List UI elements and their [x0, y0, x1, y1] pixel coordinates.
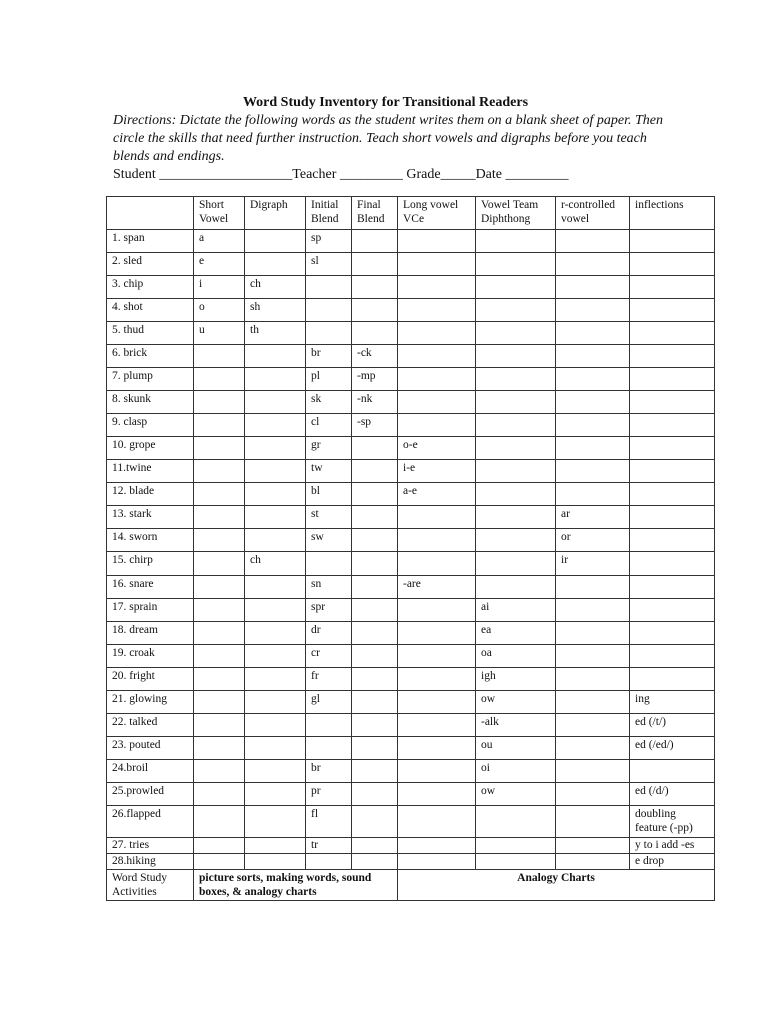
skill-cell [556, 668, 630, 691]
skill-cell [476, 391, 556, 414]
skill-cell [476, 576, 556, 599]
skill-cell [245, 529, 306, 552]
skill-cell [245, 668, 306, 691]
skill-cell [476, 529, 556, 552]
skill-cell [630, 668, 715, 691]
skill-cell: cr [306, 645, 352, 668]
skill-cell [476, 806, 556, 838]
column-header: inflections [630, 197, 715, 230]
skill-cell [398, 599, 476, 622]
skill-cell [398, 230, 476, 253]
skill-cell [556, 299, 630, 322]
skill-cell: gl [306, 691, 352, 714]
skill-cell: dr [306, 622, 352, 645]
skill-cell [630, 460, 715, 483]
table-row [107, 506, 715, 529]
skill-cell [194, 783, 245, 806]
word-cell: 15. chirp [107, 552, 194, 576]
word-cell: 12. blade [107, 483, 194, 506]
word-cell: 24.broil [107, 760, 194, 783]
skill-cell [194, 483, 245, 506]
skill-cell [398, 760, 476, 783]
directions-text: Directions: Dictate the following words as the student writes them on a blank sheet of paper. Then circle the skills that need further instruction. Teach short vowels and digraphs before you teach blends and endings. [113, 113, 663, 164]
skill-cell: ir [556, 552, 630, 576]
skill-cell [352, 437, 398, 460]
skill-cell [556, 391, 630, 414]
skill-cell: ed (/ed/) [630, 737, 715, 760]
skill-cell [245, 645, 306, 668]
skill-cell [476, 414, 556, 437]
skill-cell [194, 506, 245, 529]
skill-cell: sp [306, 230, 352, 253]
word-cell: 3. chip [107, 276, 194, 299]
skill-cell: sn [306, 576, 352, 599]
skill-cell [556, 368, 630, 391]
skill-cell [556, 483, 630, 506]
page-title: Word Study Inventory for Transitional Readers [242, 95, 529, 110]
table-row [107, 529, 715, 552]
word-cell: 9. clasp [107, 414, 194, 437]
word-cell: 4. shot [107, 299, 194, 322]
word-cell: 22. talked [107, 714, 194, 737]
skill-cell [556, 414, 630, 437]
skill-cell: doubling feature (-pp) [630, 806, 715, 838]
skill-cell [245, 622, 306, 645]
skill-cell [556, 806, 630, 838]
skill-cell: i [194, 276, 245, 299]
table-row [107, 414, 715, 437]
skill-cell [245, 253, 306, 276]
skill-cell [352, 253, 398, 276]
skill-cell [245, 483, 306, 506]
skill-cell [352, 230, 398, 253]
skill-cell: fl [306, 806, 352, 838]
word-cell: 25.prowled [107, 783, 194, 806]
skill-cell [476, 552, 556, 576]
skill-cell: ar [556, 506, 630, 529]
skill-cell [352, 806, 398, 838]
skill-cell [476, 506, 556, 529]
skill-cell [194, 391, 245, 414]
skill-cell: sh [245, 299, 306, 322]
activities-text: picture sorts, making words, sound boxes, & analogy charts [194, 870, 398, 901]
skill-cell [556, 437, 630, 460]
skill-cell [352, 714, 398, 737]
table-row [107, 391, 715, 414]
skill-cell [476, 276, 556, 299]
skill-cell [245, 230, 306, 253]
skill-cell [306, 714, 352, 737]
word-cell: 13. stark [107, 506, 194, 529]
skill-cell [398, 368, 476, 391]
table-row [107, 576, 715, 599]
skill-cell [306, 552, 352, 576]
word-cell: 19. croak [107, 645, 194, 668]
skill-cell: ou [476, 737, 556, 760]
skill-cell [194, 806, 245, 838]
skill-cell [306, 299, 352, 322]
skill-cell [194, 437, 245, 460]
skill-cell [352, 622, 398, 645]
skill-cell [352, 737, 398, 760]
column-header: Long vowel VCe [398, 197, 476, 230]
table-row [107, 760, 715, 783]
skill-cell [194, 838, 245, 854]
skill-cell [245, 806, 306, 838]
skill-cell [352, 322, 398, 345]
skill-cell [476, 838, 556, 854]
skill-cell: cl [306, 414, 352, 437]
skill-cell: -sp [352, 414, 398, 437]
skill-cell [630, 299, 715, 322]
skill-cell: -nk [352, 391, 398, 414]
table-row [107, 599, 715, 622]
skill-cell [556, 460, 630, 483]
skill-cell [194, 760, 245, 783]
skill-cell [398, 737, 476, 760]
skill-cell [398, 645, 476, 668]
skill-cell [194, 737, 245, 760]
skill-cell [194, 460, 245, 483]
skill-cell: sl [306, 253, 352, 276]
skill-cell [556, 622, 630, 645]
skill-cell [556, 253, 630, 276]
skill-cell: fr [306, 668, 352, 691]
skill-cell [630, 322, 715, 345]
skill-cell [352, 276, 398, 299]
skill-cell [476, 299, 556, 322]
skill-cell [352, 529, 398, 552]
word-cell: 20. fright [107, 668, 194, 691]
column-header: r-controlled vowel [556, 197, 630, 230]
skill-cell [398, 253, 476, 276]
skill-cell: a-e [398, 483, 476, 506]
skill-cell [194, 599, 245, 622]
skill-cell [398, 529, 476, 552]
skill-cell: o [194, 299, 245, 322]
skill-cell [245, 691, 306, 714]
skill-cell [398, 552, 476, 576]
skill-cell: br [306, 760, 352, 783]
skill-cell: gr [306, 437, 352, 460]
table-row [107, 345, 715, 368]
skill-cell [476, 437, 556, 460]
skill-cell: tr [306, 838, 352, 854]
skill-cell: tw [306, 460, 352, 483]
skill-cell [245, 345, 306, 368]
skill-cell [630, 506, 715, 529]
skill-cell [556, 783, 630, 806]
table-row [107, 322, 715, 345]
table-row [107, 368, 715, 391]
skill-cell [630, 276, 715, 299]
skill-cell [476, 253, 556, 276]
column-header: Short Vowel [194, 197, 245, 230]
skill-cell: ing [630, 691, 715, 714]
inventory-table [106, 196, 715, 901]
skill-cell [630, 368, 715, 391]
skill-cell: sk [306, 391, 352, 414]
skill-cell [630, 645, 715, 668]
skill-cell [194, 414, 245, 437]
skill-cell [352, 460, 398, 483]
table-row [107, 253, 715, 276]
skill-cell: ow [476, 691, 556, 714]
skill-cell [556, 322, 630, 345]
skill-cell: e drop [630, 854, 715, 870]
skill-cell [398, 299, 476, 322]
table-row [107, 276, 715, 299]
skill-cell [194, 622, 245, 645]
skill-cell [398, 276, 476, 299]
skill-cell: o-e [398, 437, 476, 460]
skill-cell [398, 414, 476, 437]
skill-cell [398, 783, 476, 806]
table-row [107, 806, 715, 838]
skill-cell: spr [306, 599, 352, 622]
skill-cell: ch [245, 552, 306, 576]
skill-cell [245, 854, 306, 870]
skill-cell [352, 483, 398, 506]
footer-label: Word Study Activities [107, 870, 194, 901]
word-cell: 10. grope [107, 437, 194, 460]
skill-cell: -ck [352, 345, 398, 368]
skill-cell [556, 854, 630, 870]
skill-cell: ea [476, 622, 556, 645]
skill-cell [476, 483, 556, 506]
skill-cell: -alk [476, 714, 556, 737]
skill-cell [398, 854, 476, 870]
skill-cell: pr [306, 783, 352, 806]
skill-cell [630, 414, 715, 437]
skill-cell [398, 838, 476, 854]
skill-cell [476, 322, 556, 345]
skill-cell [194, 645, 245, 668]
skill-cell [245, 760, 306, 783]
skill-cell [476, 230, 556, 253]
skill-cell [194, 714, 245, 737]
skill-cell [630, 391, 715, 414]
skill-cell [306, 737, 352, 760]
word-cell: 17. sprain [107, 599, 194, 622]
skill-cell [245, 437, 306, 460]
skill-cell [245, 599, 306, 622]
skill-cell: pl [306, 368, 352, 391]
skill-cell [352, 838, 398, 854]
skill-cell [556, 737, 630, 760]
skill-cell [630, 760, 715, 783]
skill-cell [194, 368, 245, 391]
column-header: Final Blend [352, 197, 398, 230]
skill-cell [306, 276, 352, 299]
skill-cell [398, 622, 476, 645]
table-row [107, 230, 715, 253]
skill-cell [556, 345, 630, 368]
word-cell: 28.hiking [107, 854, 194, 870]
analogy-charts-label: Analogy Charts [398, 870, 715, 901]
skill-cell [556, 691, 630, 714]
skill-cell [245, 783, 306, 806]
skill-cell [245, 391, 306, 414]
skill-cell: sw [306, 529, 352, 552]
word-cell: 16. snare [107, 576, 194, 599]
skill-cell: e [194, 253, 245, 276]
skill-cell [556, 230, 630, 253]
skill-cell [630, 253, 715, 276]
skill-cell [352, 576, 398, 599]
table-row [107, 483, 715, 506]
skill-cell: y to i add -es [630, 838, 715, 854]
skill-cell: ch [245, 276, 306, 299]
skill-cell [556, 714, 630, 737]
skill-cell: -are [398, 576, 476, 599]
skill-cell [630, 437, 715, 460]
skill-cell [556, 576, 630, 599]
skill-cell: or [556, 529, 630, 552]
skill-cell: bl [306, 483, 352, 506]
table-row [107, 645, 715, 668]
student-info-line: Student ___________________Teacher _________ Grade_____Date _________ [113, 167, 569, 182]
skill-cell [556, 838, 630, 854]
skill-cell [476, 345, 556, 368]
skill-cell [630, 529, 715, 552]
skill-cell [398, 506, 476, 529]
skill-cell [194, 576, 245, 599]
table-row [107, 854, 715, 870]
skill-cell [245, 576, 306, 599]
table-row [107, 552, 715, 576]
skill-cell [245, 737, 306, 760]
skill-cell [398, 345, 476, 368]
table-row [107, 622, 715, 645]
skill-cell: ed (/d/) [630, 783, 715, 806]
skill-cell [245, 460, 306, 483]
skill-cell: -mp [352, 368, 398, 391]
skill-cell: ow [476, 783, 556, 806]
skill-cell: th [245, 322, 306, 345]
skill-cell: a [194, 230, 245, 253]
skill-cell [630, 483, 715, 506]
column-header: Vowel Team Diphthong [476, 197, 556, 230]
footer-row [107, 870, 715, 901]
word-cell: 7. plump [107, 368, 194, 391]
skill-cell [352, 299, 398, 322]
word-cell: 27. tries [107, 838, 194, 854]
skill-cell [306, 322, 352, 345]
skill-cell: oa [476, 645, 556, 668]
word-cell: 18. dream [107, 622, 194, 645]
skill-cell [556, 276, 630, 299]
table-row [107, 299, 715, 322]
skill-cell [398, 668, 476, 691]
skill-cell [352, 506, 398, 529]
column-header [107, 197, 194, 230]
skill-cell [245, 506, 306, 529]
word-cell: 11.twine [107, 460, 194, 483]
skill-cell [245, 414, 306, 437]
skill-cell [194, 529, 245, 552]
skill-cell [630, 552, 715, 576]
table-row [107, 737, 715, 760]
skill-cell [352, 645, 398, 668]
column-header: Digraph [245, 197, 306, 230]
word-cell: 1. span [107, 230, 194, 253]
skill-cell: ai [476, 599, 556, 622]
skill-cell [352, 854, 398, 870]
skill-cell: br [306, 345, 352, 368]
word-cell: 23. pouted [107, 737, 194, 760]
skill-cell [194, 691, 245, 714]
table-row [107, 437, 715, 460]
table-row [107, 838, 715, 854]
skill-cell [630, 599, 715, 622]
skill-cell [352, 552, 398, 576]
skill-cell: u [194, 322, 245, 345]
skill-cell: igh [476, 668, 556, 691]
skill-cell [352, 783, 398, 806]
header-row [107, 197, 715, 230]
table-row [107, 691, 715, 714]
word-cell: 6. brick [107, 345, 194, 368]
skill-cell [556, 645, 630, 668]
word-cell: 2. sled [107, 253, 194, 276]
skill-cell: oi [476, 760, 556, 783]
table-row [107, 783, 715, 806]
skill-cell [398, 806, 476, 838]
skill-cell [194, 854, 245, 870]
skill-cell [194, 552, 245, 576]
skill-cell: st [306, 506, 352, 529]
column-header: Initial Blend [306, 197, 352, 230]
skill-cell [194, 345, 245, 368]
skill-cell [476, 368, 556, 391]
table-row [107, 668, 715, 691]
skill-cell: ed (/t/) [630, 714, 715, 737]
table-row [107, 714, 715, 737]
skill-cell [476, 460, 556, 483]
skill-cell [630, 345, 715, 368]
word-cell: 8. skunk [107, 391, 194, 414]
skill-cell [352, 760, 398, 783]
skill-cell [398, 714, 476, 737]
skill-cell: i-e [398, 460, 476, 483]
word-cell: 21. glowing [107, 691, 194, 714]
table-row [107, 460, 715, 483]
skill-cell [306, 854, 352, 870]
skill-cell [476, 854, 556, 870]
skill-cell [630, 622, 715, 645]
skill-cell [556, 599, 630, 622]
skill-cell [194, 668, 245, 691]
skill-cell [398, 322, 476, 345]
skill-cell [352, 599, 398, 622]
skill-cell [630, 230, 715, 253]
word-cell: 26.flapped [107, 806, 194, 838]
skill-cell [630, 576, 715, 599]
skill-cell [352, 668, 398, 691]
skill-cell [245, 838, 306, 854]
skill-cell [245, 714, 306, 737]
skill-cell [398, 391, 476, 414]
skill-cell [245, 368, 306, 391]
skill-cell [556, 760, 630, 783]
word-cell: 5. thud [107, 322, 194, 345]
skill-cell [398, 691, 476, 714]
skill-cell [352, 691, 398, 714]
word-cell: 14. sworn [107, 529, 194, 552]
